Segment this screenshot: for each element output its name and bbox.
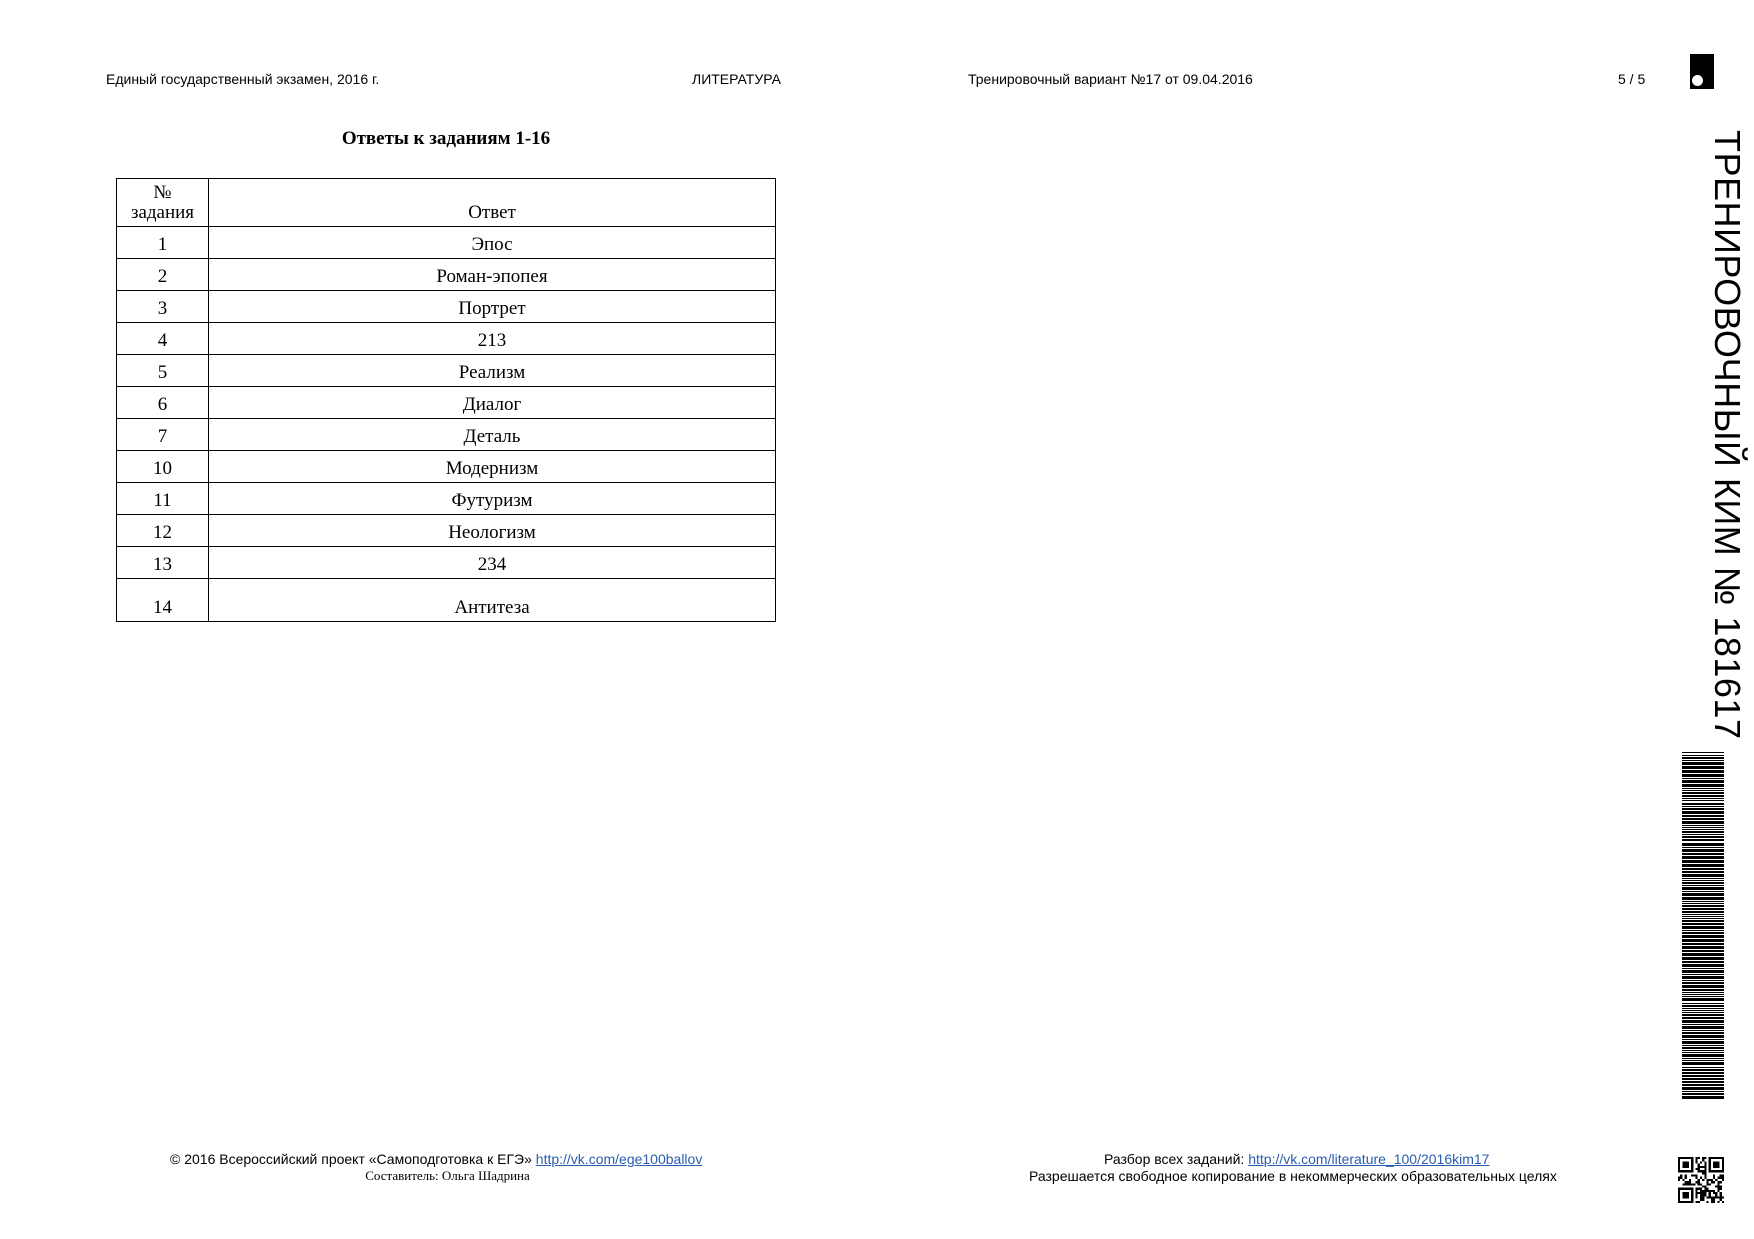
table-row [117, 419, 776, 451]
table-row [117, 227, 776, 259]
answer-cell: Футуризм [209, 483, 776, 515]
table-row [117, 579, 776, 622]
footer-project-link[interactable]: http://vk.com/ege100ballov [535, 1151, 703, 1167]
answer-cell: 234 [209, 547, 776, 579]
table-header-row [117, 179, 776, 227]
footer-analysis-text: Разбор всех заданий: [1104, 1151, 1245, 1167]
table-row [117, 355, 776, 387]
footer-left [170, 1151, 702, 1167]
table-row [117, 387, 776, 419]
header-page-number: 5 / 5 [1618, 71, 1646, 87]
qr-code-icon [1678, 1157, 1724, 1203]
task-number-cell: 10 [117, 451, 209, 483]
barcode-icon [1682, 752, 1724, 1100]
table-row [117, 259, 776, 291]
side-kim-label: ТРЕНИРОВОЧНЫЙ КИМ № 181617 [1707, 130, 1748, 740]
answer-cell: Эпос [209, 227, 776, 259]
answer-cell: Модернизм [209, 451, 776, 483]
footer-copy-note: Разрешается свободное копирование в некоммерческих образовательных целях [1029, 1168, 1557, 1184]
task-number-cell: 6 [117, 387, 209, 419]
task-number-cell: 4 [117, 323, 209, 355]
answer-cell: Антитеза [209, 579, 776, 622]
table-row [117, 451, 776, 483]
answer-cell: Роман-эпопея [209, 259, 776, 291]
task-number-cell: 2 [117, 259, 209, 291]
answer-cell: Реализм [209, 355, 776, 387]
answer-cell: Деталь [209, 419, 776, 451]
footer-project-text: © 2016 Всероссийский проект «Самоподготовка к ЕГЭ» [170, 1151, 532, 1167]
corner-marker-icon [1690, 54, 1714, 89]
answer-cell: Портрет [209, 291, 776, 323]
footer-right [1104, 1151, 1489, 1167]
answer-cell: Неологизм [209, 515, 776, 547]
header-num-label: задания [130, 202, 195, 223]
task-number-cell: 3 [117, 291, 209, 323]
task-number-cell: 7 [117, 419, 209, 451]
table-row [117, 483, 776, 515]
task-number-cell: 1 [117, 227, 209, 259]
task-number-cell: 5 [117, 355, 209, 387]
answer-cell: 213 [209, 323, 776, 355]
header-num-sign: № [153, 182, 172, 203]
footer-author: Составитель: Ольга Шадрина [365, 1168, 530, 1183]
answers-table [116, 178, 776, 622]
header-task-number [117, 179, 209, 227]
header-variant: Тренировочный вариант №17 от 09.04.2016 [968, 71, 1253, 87]
table-row [117, 291, 776, 323]
header-answer: Ответ [209, 179, 776, 227]
page-title: Ответы к заданиям 1-16 [341, 128, 551, 149]
task-number-cell: 13 [117, 547, 209, 579]
answer-cell: Диалог [209, 387, 776, 419]
task-number-cell: 14 [117, 579, 209, 622]
task-number-cell: 12 [117, 515, 209, 547]
table-row [117, 515, 776, 547]
table-row [117, 323, 776, 355]
table-row [117, 547, 776, 579]
header-subject: ЛИТЕРАТУРА [692, 71, 781, 87]
footer-analysis-link[interactable]: http://vk.com/literature_100/2016kim17 [1248, 1151, 1490, 1167]
header-exam-title: Единый государственный экзамен, 2016 г. [106, 71, 380, 87]
task-number-cell: 11 [117, 483, 209, 515]
